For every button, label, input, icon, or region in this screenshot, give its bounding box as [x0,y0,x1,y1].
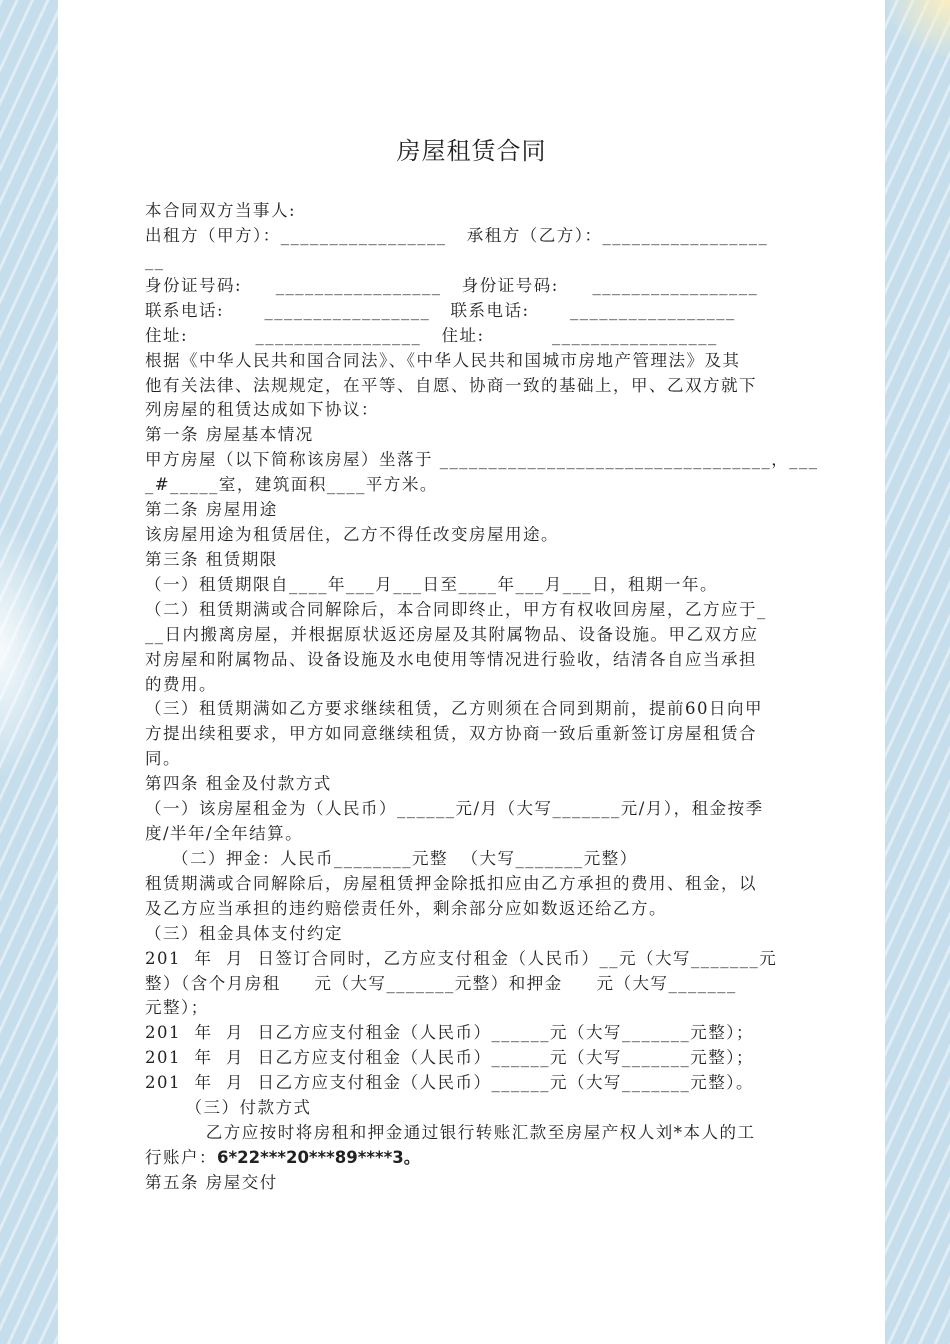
doc-line: 根据《中华人民共和国合同法》、《中华人民共和国城市房地产管理法》及其 [145,351,741,370]
account-label: 行账户： [145,1148,217,1167]
document-title: 房屋租赁合同 [396,137,547,165]
doc-line: 联系电话: _________________ 联系电话: _________________ [145,301,736,320]
doc-line: 他有关法律、法规规定，在平等、自愿、协商一致的基础上，甲、乙双方就下 [145,376,757,395]
doc-line: 201 年 月 日乙方应支付租金（人民币）______元（大写_______元整）； [145,1048,754,1067]
doc-line: （三）租金具体支付约定 [145,924,343,943]
section-heading: 第二条 房屋用途 [145,500,278,519]
doc-line: 的费用。 [145,675,217,694]
doc-line: 整）（含个月房租 元（大写_______元整）和押金 元（大写_______ [145,974,737,993]
doc-line: 本合同双方当事人: [145,201,297,220]
doc-line: 同。 [145,749,181,768]
account-number: 6*22***20***89****3。 [217,1148,421,1167]
doc-line: 住址: _________________ 住址: _________________ [145,326,718,345]
background-decoration-left [0,520,58,780]
doc-line: （二）租赁期满或合同解除后，本合同即终止，甲方有权收回房屋，乙方应于_ [145,600,767,619]
section-heading: 第三条 租赁期限 [145,550,278,569]
doc-line: 出租方（甲方）：_________________ 承租方（乙方）：_________________ [145,226,769,245]
doc-line: _#_____室，建筑面积____平方米。 [145,475,438,494]
doc-line: 该房屋用途为租赁居住，乙方不得任改变房屋用途。 [145,525,559,544]
doc-line: 及乙方应当承担的违约赔偿责任外，剩余部分应如数返还给乙方。 [145,899,667,918]
doc-line: 租赁期满或合同解除后，房屋租赁押金除抵扣应由乙方承担的费用、租金，以 [145,874,757,893]
section-heading: 第一条 房屋基本情况 [145,425,314,444]
doc-line: （一）租赁期限自____年___月___日至____年___月___日，租期一年。 [145,575,718,594]
doc-line: （三）租赁期满如乙方要求继续租赁，乙方则须在合同到期前，提前60日向甲 [145,699,763,718]
account-line [145,1147,420,1169]
doc-line: 乙方应按时将房租和押金通过银行转账汇款至房屋产权人刘*本人的工 [145,1123,756,1142]
doc-line: 列房屋的租赁达成如下协议： [145,400,379,419]
doc-line: 甲方房屋（以下简称该房屋）坐落于 __________________________________，___ [145,450,819,469]
doc-line: 度/半年/全年结算。 [145,824,304,843]
doc-line: （一）该房屋租金为（人民币）______元/月（大写_______元/月），租金按季 [145,799,764,818]
doc-line: （三）付款方式 [145,1098,312,1117]
doc-line: 201 年 月 日乙方应支付租金（人民币）______元（大写_______元整）。 [145,1073,754,1092]
doc-line: 身份证号码: _________________ 身份证号码: _________________ [145,276,759,295]
background-decoration-right [884,0,950,60]
doc-line: 201 年 月 日乙方应支付租金（人民币）______元（大写_______元整）； [145,1023,754,1042]
section-heading: 第四条 租金及付款方式 [145,774,332,793]
doc-line: __日内搬离房屋，并根据原状返还房屋及其附属物品、设备设施。甲乙双方应 [145,625,759,644]
doc-line: 对房屋和附属物品、设备设施及水电使用等情况进行验收，结清各自应当承担 [145,650,757,669]
doc-line: （二）押金：人民币________元整 （大写_______元整） [145,849,638,868]
document-page [58,0,885,1344]
doc-line: __ [145,251,165,270]
doc-line: 201 年 月 日签订合同时，乙方应支付租金（人民币）__元（大写_______元 [145,949,778,968]
section-heading: 第五条 房屋交付 [145,1173,278,1192]
doc-line: 元整）； [145,998,209,1017]
doc-line: 方提出续租要求，甲方如同意继续租赁，双方协商一致后重新签订房屋租赁合 [145,724,757,743]
